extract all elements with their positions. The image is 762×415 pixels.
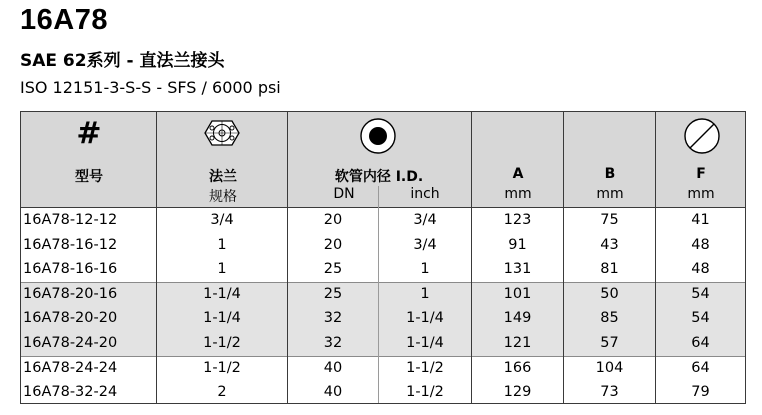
cell-a: 101 <box>503 285 532 302</box>
cell-b: 50 <box>600 285 619 302</box>
cell-dn: 25 <box>323 261 343 278</box>
cell-f: 41 <box>691 212 710 228</box>
cell-a: 149 <box>503 310 532 327</box>
cell-model: 16A78-24-24 <box>23 359 118 376</box>
table-row <box>21 380 745 405</box>
col-f-unit: mm <box>687 186 715 202</box>
cell-f: 64 <box>691 359 710 376</box>
col-inch-header: inch <box>410 186 440 202</box>
hose-bore-icon <box>359 117 397 160</box>
cell-model: 16A78-16-12 <box>23 236 118 253</box>
flange-icon <box>202 118 242 153</box>
cell-a: 129 <box>503 384 532 401</box>
cell-a: 121 <box>503 335 532 351</box>
cell-inch: 1-1/2 <box>406 359 444 376</box>
cell-model: 16A78-20-16 <box>23 285 118 302</box>
cell-inch: 3/4 <box>413 236 437 253</box>
cell-flange: 1 <box>217 261 227 278</box>
cell-b: 73 <box>600 384 619 401</box>
cell-b: 75 <box>600 212 619 228</box>
column-divider <box>471 112 472 403</box>
cell-flange: 3/4 <box>210 212 234 228</box>
column-divider <box>156 112 157 403</box>
col-f-header: F <box>696 166 706 182</box>
cell-flange: 1-1/2 <box>203 359 241 376</box>
cell-a: 123 <box>503 212 532 228</box>
cell-dn: 32 <box>323 335 343 351</box>
group-separator <box>21 282 745 283</box>
col-flange-subheader: 规格 <box>209 189 237 205</box>
cell-f: 54 <box>691 285 710 302</box>
diameter-icon <box>682 116 722 161</box>
model-symbol: # <box>76 116 102 151</box>
cell-a: 131 <box>503 261 532 278</box>
cell-model: 16A78-16-16 <box>23 261 118 278</box>
cell-flange: 2 <box>217 384 227 401</box>
cell-f: 48 <box>691 236 710 253</box>
cell-b: 43 <box>600 236 619 253</box>
table-row <box>21 331 745 356</box>
cell-inch: 1 <box>420 261 430 278</box>
col-hose-id-header: 软管内径 I.D. <box>334 169 424 185</box>
cell-dn: 32 <box>323 310 343 327</box>
cell-a: 91 <box>508 236 527 253</box>
cell-f: 48 <box>691 261 710 278</box>
cell-inch: 1-1/4 <box>406 335 444 351</box>
cell-flange: 1-1/4 <box>203 310 241 327</box>
column-divider <box>563 112 564 403</box>
cell-inch: 1-1/4 <box>406 310 444 327</box>
col-dn-header: DN <box>333 186 355 202</box>
col-a-unit: mm <box>504 186 532 202</box>
table-row <box>21 257 745 282</box>
cell-flange: 1-1/4 <box>203 285 241 302</box>
cell-b: 85 <box>600 310 619 327</box>
cell-flange: 1-1/2 <box>203 335 241 351</box>
col-b-unit: mm <box>596 186 624 202</box>
cell-a: 166 <box>503 359 532 376</box>
spec-line: ISO 12151-3-S-S - SFS / 6000 psi <box>20 78 281 97</box>
cell-dn: 25 <box>323 285 343 302</box>
cell-dn: 40 <box>323 359 343 376</box>
cell-model: 16A78-24-20 <box>23 335 118 351</box>
cell-f: 54 <box>691 310 710 327</box>
column-divider <box>287 112 288 403</box>
cell-b: 104 <box>595 359 624 376</box>
group-separator <box>21 356 745 357</box>
col-b-header: B <box>604 166 616 182</box>
cell-b: 81 <box>600 261 619 278</box>
column-divider <box>378 186 379 403</box>
cell-inch: 3/4 <box>413 212 437 228</box>
table-row <box>21 208 745 233</box>
cell-model: 16A78-32-24 <box>23 384 118 401</box>
table-row <box>21 356 745 381</box>
column-divider <box>655 112 656 403</box>
table-row <box>21 306 745 331</box>
cell-f: 64 <box>691 335 710 351</box>
table-header <box>21 112 745 208</box>
cell-dn: 40 <box>323 384 343 401</box>
col-a-header: A <box>512 166 524 182</box>
cell-inch: 1-1/2 <box>406 384 444 401</box>
cell-dn: 20 <box>323 212 343 228</box>
col-flange-header: 法兰 <box>209 169 237 185</box>
cell-f: 79 <box>691 384 710 401</box>
table-row <box>21 233 745 258</box>
cell-b: 57 <box>600 335 619 351</box>
col-model-header: 型号 <box>75 169 103 185</box>
table-row <box>21 282 745 307</box>
cell-model: 16A78-12-12 <box>23 212 118 228</box>
cell-flange: 1 <box>217 236 227 253</box>
page-subtitle: SAE 62系列 - 直法兰接头 <box>20 51 225 71</box>
cell-model: 16A78-20-20 <box>23 310 118 327</box>
page-title: 16A78 <box>20 4 108 36</box>
spec-table <box>20 111 746 404</box>
cell-inch: 1 <box>420 285 430 302</box>
cell-dn: 20 <box>323 236 343 253</box>
